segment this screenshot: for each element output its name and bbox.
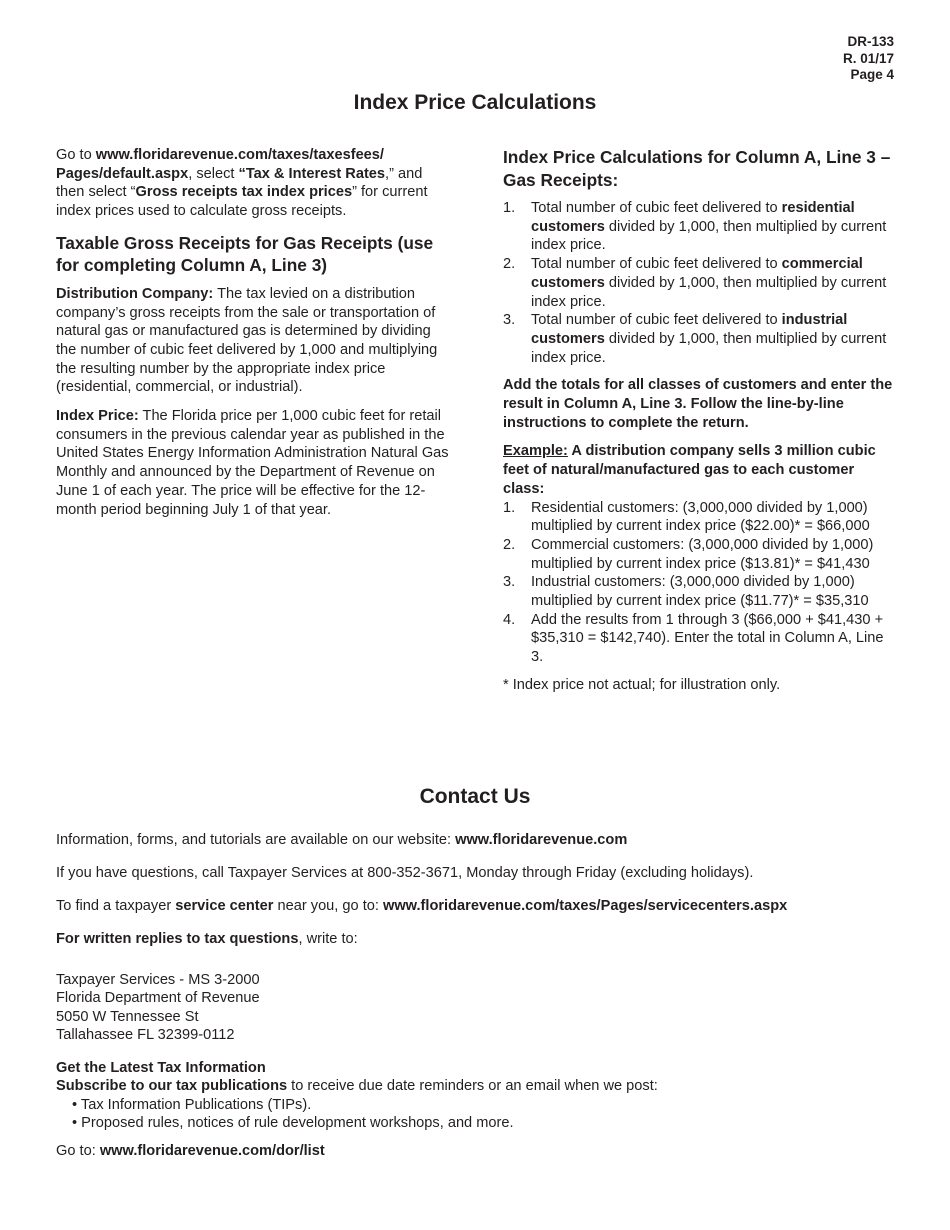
taxable-gross-receipts-heading: Taxable Gross Receipts for Gas Receipts (use for completing Column A, Line 3)	[56, 232, 434, 276]
intro-paragraph: Go to www.floridarevenue.com/taxes/taxesfees/ Pages/default.aspx, select “Tax & Interest Rates,” and then select “Gross receipts tax index prices” for current index prices used to calculate gross receipts.	[56, 147, 428, 220]
page-title: Index Price Calculations	[353, 91, 597, 114]
list-item: 4. Add the results from 1 through 3 ($66,000 + $41,430 + $35,310 = $142,740). Enter the total in Column A, Line 3.	[503, 611, 884, 666]
contact-us-heading: Contact Us	[419, 785, 531, 808]
contact-section	[56, 831, 906, 1175]
dor-list-info: Go to: www.floridarevenue.com/dor/list	[56, 1142, 325, 1159]
index-price-calc-heading: Index Price Calculations for Column A, Line 3 – Gas Receipts:	[503, 147, 891, 190]
list-item: 1. Residential customers: (3,000,000 divided by 1,000) multiplied by current index price ($22.00)* = $66,000	[503, 499, 870, 535]
example-steps	[503, 499, 899, 667]
mailing-address: Taxpayer Services - MS 3-2000 Florida Department of Revenue 5050 W Tennessee St Tallahassee FL 32399-0112	[56, 971, 260, 1043]
list-item: 1. Total number of cubic feet delivered to residential customers divided by 1,000, then multiplied by current index price.	[503, 200, 887, 254]
website-link: www.floridarevenue.com	[455, 832, 628, 848]
page-number: Page 4	[850, 67, 894, 82]
list-item: 2. Total number of cubic feet delivered to commercial customers divided by 1,000, then multiplied by current index price.	[503, 256, 887, 310]
list-item: 3. Industrial customers: (3,000,000 divided by 1,000) multiplied by current index price ($11.77)* = $35,310	[503, 574, 869, 610]
service-center-info: To find a taxpayer service center near you, go to: www.floridarevenue.com/taxes/Pages/servicecenters.aspx	[56, 898, 788, 914]
right-column	[503, 146, 899, 705]
distribution-company-paragraph: Distribution Company: The tax levied on a distribution company’s gross receipts from the sale or transportation of natural gas or manufactured gas is determined by dividing the number of cubic feet delivered by 1,000 and multiplying the resulting number by the appropriate index price (residential, commercial, or industrial).	[56, 285, 438, 396]
form-identifier	[843, 34, 894, 84]
index-price-paragraph: Index Price: The Florida price per 1,000 cubic feet for retail consumers in the previous calendar year as published in the United States Energy Information Administration Natural Gas Monthly and announced by the Department of Revenue on June 1 of each year. The price will be effective for the 12-month period beginning July 1 of that year.	[56, 408, 449, 518]
form-number: DR-133	[847, 34, 894, 49]
list-item: • Proposed rules, notices of rule development workshops, and more.	[72, 1115, 514, 1131]
footnote: * Index price not actual; for illustration only.	[503, 676, 781, 693]
list-item: 2. Commercial customers: (3,000,000 divided by 1,000) multiplied by current index price ($13.81)* = $41,430	[503, 536, 874, 572]
calculation-steps	[503, 199, 899, 367]
form-revision: R. 01/17	[842, 50, 894, 66]
phone-info: If you have questions, call Taxpayer Services at 800-352-3671, Monday through Friday (excluding holidays).	[56, 865, 754, 881]
example-intro: Example: A distribution company sells 3 million cubic feet of natural/manufactured gas to each customer class:	[503, 443, 876, 497]
latest-tax-info-heading: Get the Latest Tax Information	[56, 1059, 266, 1076]
dor-list-link: www.floridarevenue.com/dor/list	[99, 1142, 325, 1159]
publication-list	[56, 1096, 906, 1133]
written-replies-info: For written replies to tax questions, write to:	[56, 931, 358, 947]
add-totals-instruction: Add the totals for all classes of customers and enter the result in Column A, Line 3. Follow the line-by-line instructions to complete the return.	[503, 377, 893, 431]
latest-tax-info: Get the Latest Tax Information Subscribe to our tax publications to receive due date reminders or an email when we post:	[56, 1059, 906, 1096]
service-centers-link: www.floridarevenue.com/taxes/Pages/servicecenters.aspx	[382, 898, 788, 914]
list-item: • Tax Information Publications (TIPs).	[72, 1096, 312, 1113]
list-item: 3. Total number of cubic feet delivered to industrial customers divided by 1,000, then multiplied by current index price.	[503, 312, 887, 366]
website-info: Information, forms, and tutorials are available on our website: www.floridarevenue.com	[56, 832, 628, 848]
left-column	[56, 146, 452, 529]
taxes-fees-link: www.floridarevenue.com/taxes/taxesfees/ Pages/default.aspx	[56, 147, 384, 182]
